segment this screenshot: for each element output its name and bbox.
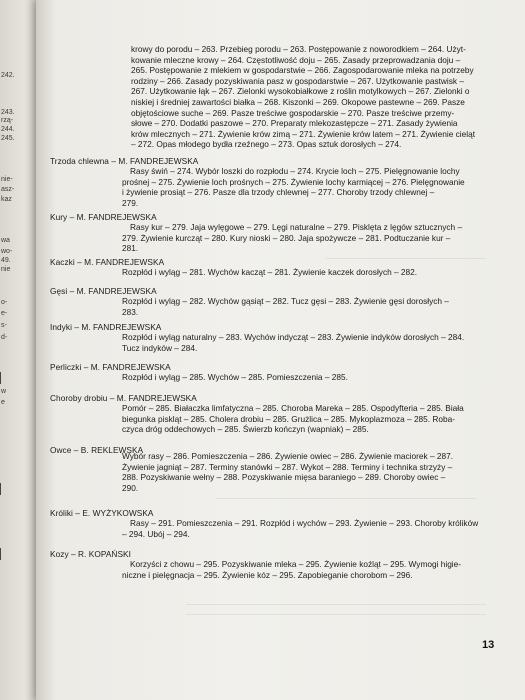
entry-line: Rozpłód i wyląg naturalny – 283. Wychów indycząt – 283. Żywienie indyków dorosłych – 284. (122, 332, 465, 342)
margin-fragment: 242. (1, 72, 15, 79)
entry-line: 290. (122, 482, 139, 493)
entry-line: 279. Żywienie kurcząt – 280. Kury nioski – 280. Jaja spożywcze – 281. Podtuczanie kur – (122, 232, 451, 243)
show-through (216, 498, 476, 499)
entry-author: Owce – B. REKLEWSKA (50, 445, 144, 455)
entry-body (122, 222, 512, 254)
entry-line: Korzyści z chowu – 295. Pozyskiwanie mleka – 295. Żywienie koźląt – 295. Wymogi higie- (130, 559, 462, 569)
entry-author: Choroby drobiu – M. FANDREJEWSKA (50, 393, 197, 403)
entry-line: Rozpłód i wyląg – 285. Wychów – 285. Pomieszczenia – 285. (122, 372, 348, 382)
margin-fragment: o- (1, 299, 8, 306)
margin-rule (0, 483, 5, 495)
margin-rule (0, 548, 5, 560)
entry-line: Rozpłód i wyląg – 281. Wychów kacząt – 281. Żywienie kaczek dorosłych – 282. (122, 267, 418, 277)
margin-fragment: d- (1, 334, 8, 341)
entry-line: objętościowe suche – 269. Pasze treściwe gospodarskie – 270. Pasze treściwe przemy- (131, 107, 455, 118)
entry-line: niskiej i średniej zawartości białka – 268. Kiszonki – 269. Okopowe pastewne – 269. Pasze (131, 96, 465, 107)
entry-line: Wybór rasy – 286. Pomieszczenia – 286. Żywienie owiec – 286. Żywienie maciorek – 287. (122, 451, 454, 461)
show-through (186, 614, 486, 615)
show-through (186, 604, 486, 605)
entry-line: krowy do porodu – 263. Przebieg porodu – 263. Postępowanie z noworodkiem – 264. Użyt- (131, 44, 466, 54)
margin-fragment: rzą- (1, 117, 14, 124)
margin-fragment: wa (1, 237, 10, 244)
entry-line: 283. (122, 306, 139, 317)
margin-fragment: nie- (1, 176, 13, 183)
entry-line: Rozpłód i wyląg – 282. Wychów gąsiąt – 282. Tucz gęsi – 283. Żywienie gęsi dorosłych – (122, 296, 449, 306)
entry-line: 265. Postępowanie z mlekiem w gospodarstwie – 266. Zagospodarowanie mleka na potrzeby (131, 65, 474, 76)
entry-body (131, 44, 511, 150)
margin-fragment: wo- (1, 248, 13, 255)
entry-body (122, 372, 512, 383)
entry-body (122, 451, 512, 493)
entry-line: Rasy świń – 274. Wybór loszki do rozpłodu – 274. Krycie loch – 275. Pielęgnowanie lochy (130, 166, 460, 176)
entry-line: czyca dróg oddechowych – 285. Świerzb kończyn (wapniak) – 285. (122, 424, 369, 435)
entry-line: 267. Użytkowanie łąk – 267. Zielonki wysokobiałkowe z roślin motylkowych – 267. Zielonki o (131, 86, 470, 97)
margin-fragment: s- (1, 322, 7, 329)
entry-body (122, 166, 512, 208)
margin-fragment: 243. (1, 109, 15, 116)
entry-line: 288. Pozyskiwanie wełny – 288. Pozyskiwanie mięsa baraniego – 289. Choroby owiec – (122, 472, 446, 483)
entry-body (122, 559, 512, 580)
entry-body (122, 296, 512, 317)
entry-line: – 294. Ubój – 294. (122, 528, 190, 539)
page-number: 13 (482, 639, 495, 651)
margin-fragment: nie (1, 266, 11, 273)
margin-fragment: asz- (1, 186, 15, 193)
entry-author: Króliki – E. WYŻYKOWSKA (50, 508, 154, 518)
margin-fragment: 244. (1, 126, 15, 133)
entry-author: Kaczki – M. FANDREJEWSKA (50, 257, 165, 267)
entry-line: – 272. Opas młodego bydła rzeźnego – 273. Opas sztuk dorosłych – 274. (131, 139, 402, 150)
entry-line: 281. (122, 243, 139, 254)
entry-author: Perliczki – M. FANDREJEWSKA (50, 362, 171, 372)
entry-line: Żywienie jagniąt – 287. Terminy stanówki – 287. Wykot – 288. Terminy i technika strzyży – (122, 461, 453, 472)
margin-fragment: kaz (1, 196, 12, 203)
entry-author: Gęsi – M. FANDREJEWSKA (50, 286, 157, 296)
entry-line: słowe – 270. Dodatki paszowe – 270. Preparaty mlekozastępcze – 271. Zasady żywienia (131, 118, 458, 129)
entry-body (122, 267, 512, 278)
margin-fragment: 245. (1, 135, 15, 142)
book-page (36, 0, 525, 700)
entry-body (122, 403, 512, 435)
entry-line: biegunka piskląt – 285. Cholera drobiu – 285. Grużlica – 285. Mykoplazmoza – 285. Roba- (122, 413, 455, 424)
margin-fragment: 49. (1, 257, 11, 264)
entry-line: Rasy – 291. Pomieszczenia – 291. Rozpłód i wychów – 293. Żywienie – 293. Choroby królików (130, 518, 479, 528)
entry-author: Kury – M. FANDREJEWSKA (50, 212, 157, 222)
entry-line: Pomór – 285. Białaczka limfatyczna – 285. Choroba Mareka – 285. Ospodyfteria – 285. Biała (122, 403, 464, 413)
entry-body (122, 518, 512, 539)
left-page-edge (0, 0, 40, 700)
entry-line: Tucz indyków – 284. (122, 342, 198, 353)
entry-body (122, 332, 512, 353)
entry-line: krów mlecznych – 271. Żywienie krów zimą – 271. Żywienie krów latem – 271. Żywienie cieląt (131, 128, 475, 139)
margin-rule (0, 372, 5, 384)
entry-line: Rasy kur – 279. Jaja wylęgowe – 279. Lęgi naturalne – 279. Pisklęta z lęgów sztucznych – (130, 222, 463, 232)
margin-fragment: w (1, 388, 7, 395)
entry-line: niczne i pielęgnacja – 295. Żywienie kóz – 295. Zapobieganie chorobom – 296. (122, 569, 413, 580)
entry-author: Indyki – M. FANDREJEWSKA (50, 322, 162, 332)
entry-line: kowanie mleczne krowy – 264. Częstotliwość doju – 265. Zasady przeprowadzania doju – (131, 54, 461, 65)
entry-author: Kozy – R. KOPAŃSKI (50, 549, 131, 559)
margin-fragment: e- (1, 310, 8, 317)
entry-line: 279. (122, 197, 139, 208)
entry-author: Trzoda chlewna – M. FANDREJEWSKA (50, 156, 199, 166)
entry-line: rodziny – 266. Zasady pozyskiwania pasz w gospodarstwie – 267. Użytkowanie pastwisk – (131, 75, 464, 86)
show-through (326, 258, 486, 259)
entry-line: prośnej – 275. Żywienie loch prośnych – 275. Żywienie lochy karmiącej – 276. Pielęgnowanie (122, 176, 465, 187)
margin-fragment: e (1, 399, 5, 406)
entry-line: i żywienie prosiąt – 276. Pasze dla trzody chlewnej – 277. Choroby trzody chlewnej – (122, 187, 435, 198)
